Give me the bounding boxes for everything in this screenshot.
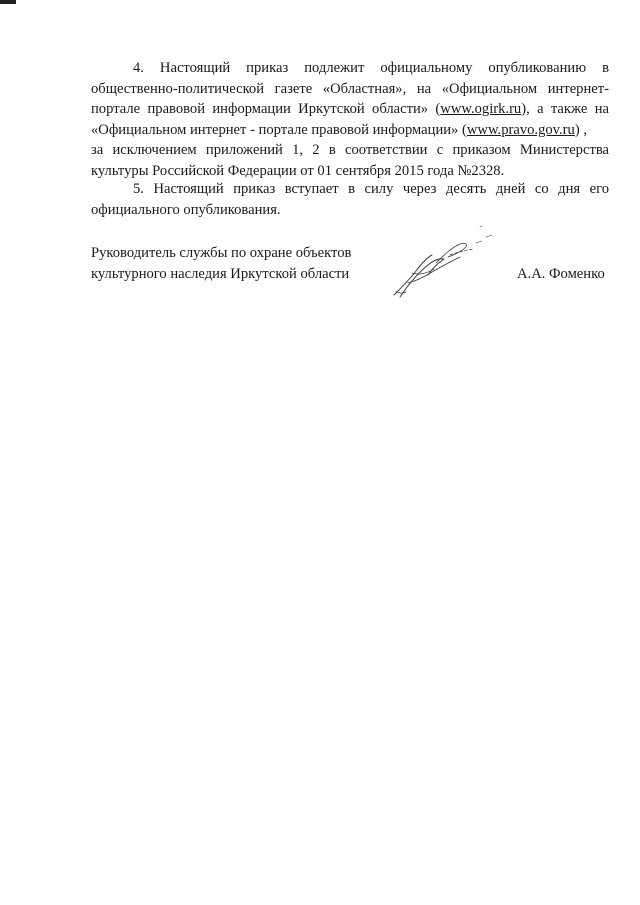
paragraph-5-text-1: 5. Настоящий приказ вступает в силу через десять дней со дня его: [133, 181, 609, 197]
paragraph-4-text-4b: ) ,: [574, 121, 587, 138]
paragraph-4: [91, 58, 609, 181]
signatory-position: [91, 243, 351, 284]
paragraph-4-text-1: 4. Настоящий приказ подлежит официальному опубликованию в: [133, 60, 609, 76]
paragraph-5-line-1: [91, 179, 609, 200]
paragraph-4-line-3: [91, 99, 609, 120]
handwritten-signature: [388, 225, 508, 303]
paragraph-4-text-4a: «Официальном интернет - портале правовой информации» (: [91, 121, 467, 138]
paragraph-4-line-1: [91, 58, 609, 79]
paragraph-4-line-5: за исключением приложений 1, 2 в соответствии с приказом Министерства: [91, 142, 609, 158]
ogirk-link[interactable]: www.ogirk.ru: [440, 101, 522, 117]
paragraph-5: [91, 179, 609, 220]
signatory-position-line-1: Руководитель службы по охране объектов: [91, 245, 352, 261]
scan-corner-mark: [0, 0, 16, 4]
paragraph-4-line-4: [91, 120, 609, 141]
signatory-name: А.А. Фоменко: [517, 266, 605, 282]
paragraph-5-line-2: официального опубликования.: [91, 201, 281, 218]
paragraph-4-line-6: культуры Российской Федерации от 01 сентября 2015 года №2328.: [91, 162, 505, 179]
paragraph-4-line-2: общественно-политической газете «Областная», на «Официальном интернет-: [91, 80, 609, 97]
paragraph-4-text-3b: ), а также на: [521, 101, 609, 117]
paragraph-4-text-3a: портале правовой информации Иркутской области» (: [91, 101, 441, 117]
signatory-position-line-2: культурного наследия Иркутской области: [91, 265, 350, 282]
pravo-link[interactable]: www.pravo.gov.ru: [466, 121, 575, 138]
